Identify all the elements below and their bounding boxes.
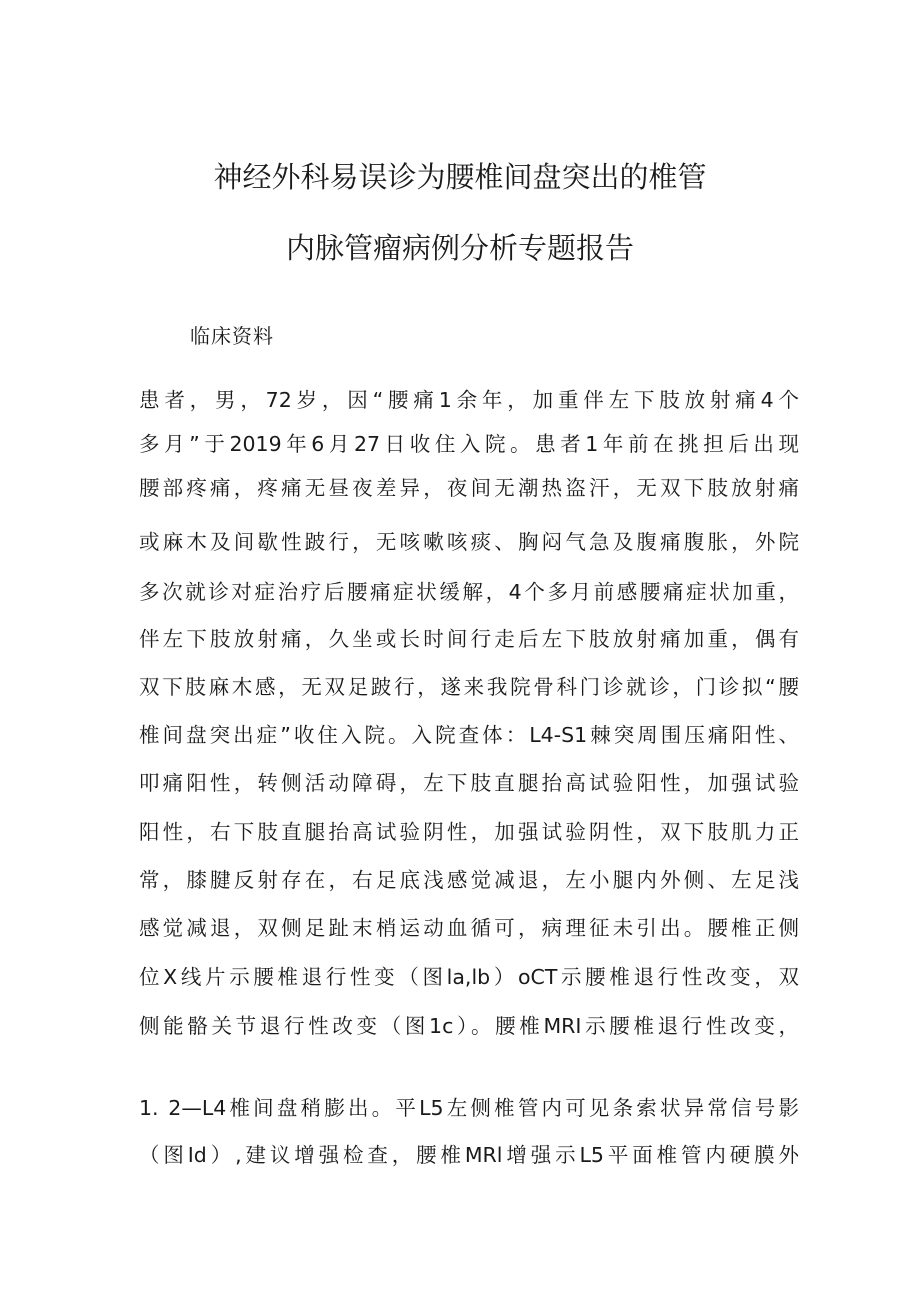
paragraph-line: 多次就诊对症治疗后腰痛症状缓解，4个多月前感腰痛症状加重，	[139, 580, 799, 604]
paragraph-line: 常，膝腱反射存在，右足底浅感觉减退，左小腿内外侧、左足浅	[139, 868, 799, 892]
paragraph-line: 1. 2—L4椎间盘稍膨出。平L5左侧椎管内可见条索状异常信号影	[139, 1096, 799, 1120]
section-heading: 临床资料	[190, 324, 274, 348]
paragraph-line: 或麻木及间歇性跛行，无咳嗽咳痰、胸闷气急及腹痛腹胀，外院	[139, 530, 799, 554]
paragraph-line: （图Id）,建议增强检查，腰椎MRl增强示L5平面椎管内硬膜外	[139, 1143, 799, 1167]
paragraph-line: 腰部疼痛，疼痛无昼夜差异，夜间无潮热盗汗，无双下肢放射痛	[139, 476, 799, 500]
paragraph-line: 叩痛阳性，转侧活动障碍，左下肢直腿抬高试验阳性，加强试验	[139, 771, 799, 795]
paragraph-line: 椎间盘突出症”收住入院。入院查体：L4-S1棘突周围压痛阳性、	[139, 723, 799, 747]
paragraph-line: 感觉减退，双侧足趾末梢运动血循可，病理征未引出。腰椎正侧	[139, 916, 799, 940]
paragraph-line: 侧能骼关节退行性改变（图1c）。腰椎MRI示腰椎退行性改变，	[139, 1014, 799, 1038]
paragraph-line: 多月”于2019年6月27日收住入院。患者1年前在挑担后出现	[139, 432, 799, 456]
document-title-line-2: 内脉管瘤病例分析专题报告	[285, 231, 634, 265]
paragraph-line: 双下肢麻木感，无双足跛行，遂来我院骨科门诊就诊，门诊拟“腰	[139, 675, 799, 699]
paragraph-line: 阳性，右下肢直腿抬高试验阴性，加强试验阴性，双下肢肌力正	[139, 820, 799, 844]
paragraph-line: 患者，男，72岁，因“腰痛1余年，加重伴左下肢放射痛4个	[139, 388, 799, 412]
document-title-line-1: 神经外科易误诊为腰椎间盘突出的椎管	[213, 160, 707, 194]
paragraph-line: 伴左下肢放射痛，久坐或长时间行走后左下肢放射痛加重，偶有	[139, 627, 799, 651]
paragraph-line: 位X线片示腰椎退行性变（图la,lb）oCT示腰椎退行性改变，双	[139, 965, 799, 989]
